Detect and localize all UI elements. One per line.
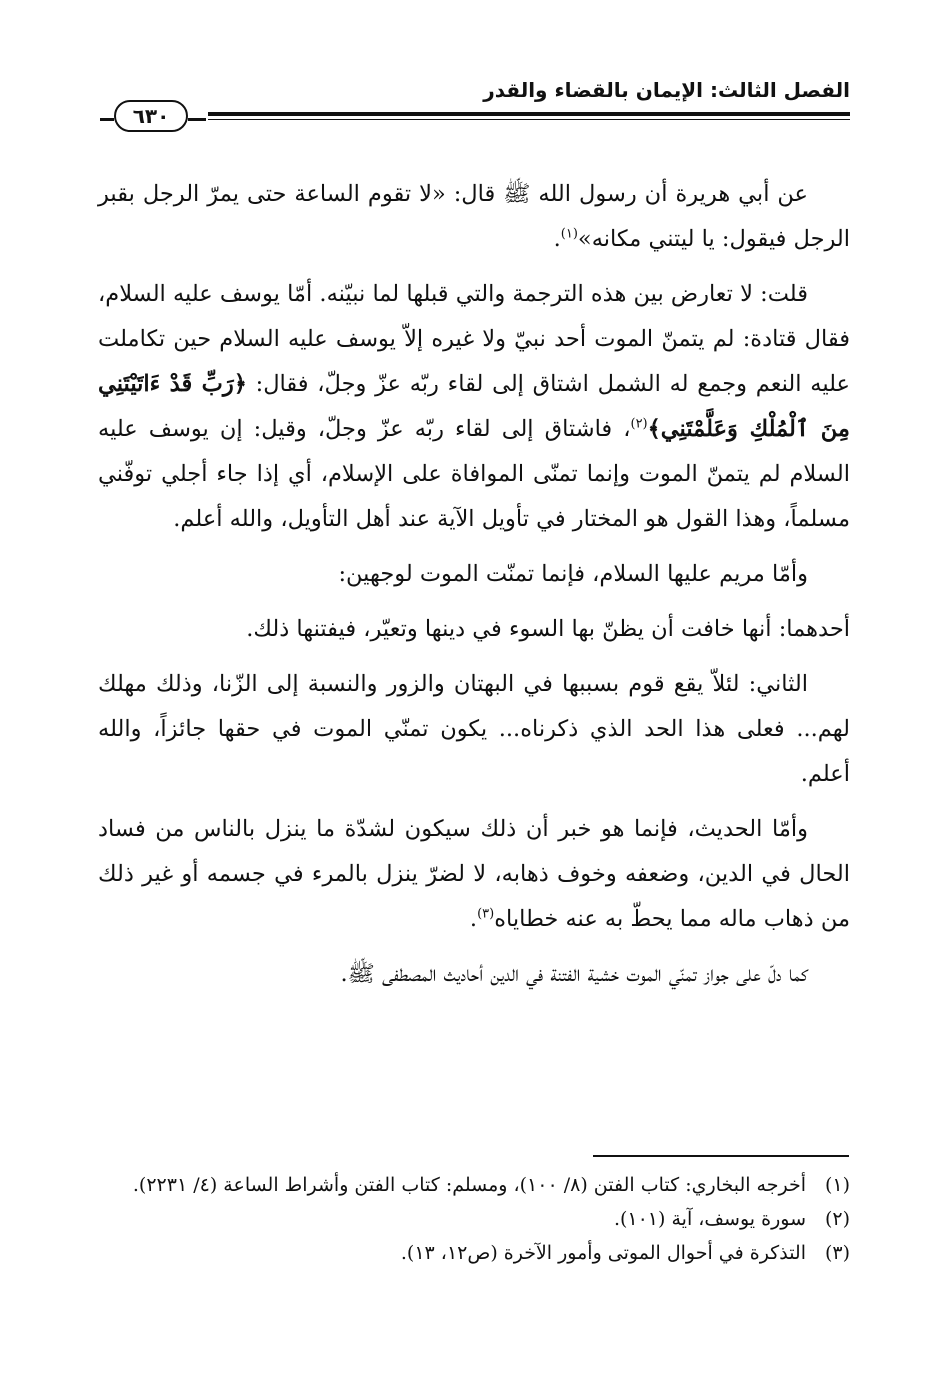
footnote-number: (١) bbox=[824, 1174, 850, 1196]
footnotes bbox=[98, 1168, 850, 1270]
main-text bbox=[98, 172, 850, 1007]
hadith-end: . bbox=[553, 226, 561, 252]
footnote-separator bbox=[593, 1155, 849, 1157]
footnote-3 bbox=[98, 1236, 850, 1270]
yusuf-text-a: قلت: لا تعارض بين هذه الترجمة والتي قبلها لما نبيّنه. أمّا يوسف عليه السلام، فقال قتادة: لم يتمنّ الموت أحد نبيّ ولا غيره إلاّ يوسف عليه السلام حين تكاملت عليه النعم وجمع له الشمل اشتاق إلى لقاء ربّه عزّ وجلّ، فقال: bbox=[98, 281, 850, 397]
page-number: ٦٣٠ bbox=[114, 100, 188, 132]
footnote-1 bbox=[98, 1168, 850, 1202]
quran-verse: ﴿رَبِّ قَدْ ءَاتَيْتَنِي مِنَ ٱلْمُلْكِ وَعَلَّمْتَنِي﴾ bbox=[98, 371, 850, 442]
paragraph-yusuf bbox=[98, 272, 850, 542]
footnote-2 bbox=[98, 1202, 850, 1236]
hadith-meaning-end: . bbox=[469, 906, 478, 932]
paragraph-first-reason: أحدهما: أنها خافت أن يظنّ بها السوء في دينها وتعيّر، فيفتنها ذلك. bbox=[246, 616, 850, 642]
paragraph-hadith bbox=[98, 172, 850, 262]
badge-rule-left bbox=[100, 118, 114, 121]
hadith-meaning-text: وأمّا الحديث، فإنما هو خبر أن ذلك سيكون لشدّة ما ينزل بالناس من فساد الحال في الدين، وضعفه وخوف ذهابه، لا لضرّ ينزل بالمرء في جسمه أو غير ذلك من ذهاب ماله مما يحطّ به عنه خطاياه bbox=[98, 816, 850, 932]
paragraph-maryam: وأمّا مريم عليها السلام، فإنما تمنّت الموت لوجهين: bbox=[338, 561, 808, 587]
paragraph-conclusion: كما دلّ على جواز تمنّي الموت خشية الفتنة في الدين أحاديث المصطفى ﷺ. bbox=[340, 961, 808, 987]
footnote-text: أخرجه البخاري: كتاب الفتن (٨/ ١٠٠)، ومسلم: كتاب الفتن وأشراط الساعة (٤/ ٢٢٣١). bbox=[132, 1174, 806, 1196]
footnote-number: (٣) bbox=[824, 1242, 850, 1264]
badge-rule-right bbox=[188, 118, 206, 121]
footnote-ref-3[interactable]: (٣) bbox=[477, 906, 495, 922]
page-number-badge bbox=[100, 100, 200, 130]
header-double-rule bbox=[208, 112, 850, 120]
footnote-ref-2[interactable]: (٢) bbox=[630, 416, 648, 432]
running-title: الفصل الثالث: الإيمان بالقضاء والقدر bbox=[483, 78, 850, 102]
yusuf-text-b: ، فاشتاق إلى لقاء ربّه عزّ وجلّ، وقيل: إن يوسف عليه السلام لم يتمنّ الموت وإنما تمنّى الموافاة على الإسلام، أي إذا جاء أجلي توفّني مسلماً، وهذا القول هو المختار في تأويل الآية عند أهل التأويل، والله أعلم. bbox=[98, 416, 850, 532]
footnote-text: سورة يوسف، آية (١٠١). bbox=[613, 1208, 806, 1230]
hadith-text: عن أبي هريرة أن رسول الله ﷺ قال: «لا تقوم الساعة حتى يمرّ الرجل بقبر الرجل فيقول: يا ليتني مكانه» bbox=[98, 181, 850, 252]
footnote-text: التذكرة في أحوال الموتى وأمور الآخرة (ص١٢، ١٣). bbox=[400, 1242, 806, 1264]
paragraph-second-reason: الثاني: لئلاّ يقع قوم بسببها في البهتان والزور والنسبة إلى الزّنا، وذلك مهلك لهم... فعلى هذا الحد الذي ذكرناه... يكون تمنّي الموت في حقها جائزاً، والله أعلم. bbox=[98, 671, 850, 787]
footnote-number: (٢) bbox=[824, 1208, 850, 1230]
page-header bbox=[100, 60, 850, 130]
footnote-ref-1[interactable]: (١) bbox=[560, 226, 578, 242]
paragraph-hadith-meaning bbox=[98, 807, 850, 942]
